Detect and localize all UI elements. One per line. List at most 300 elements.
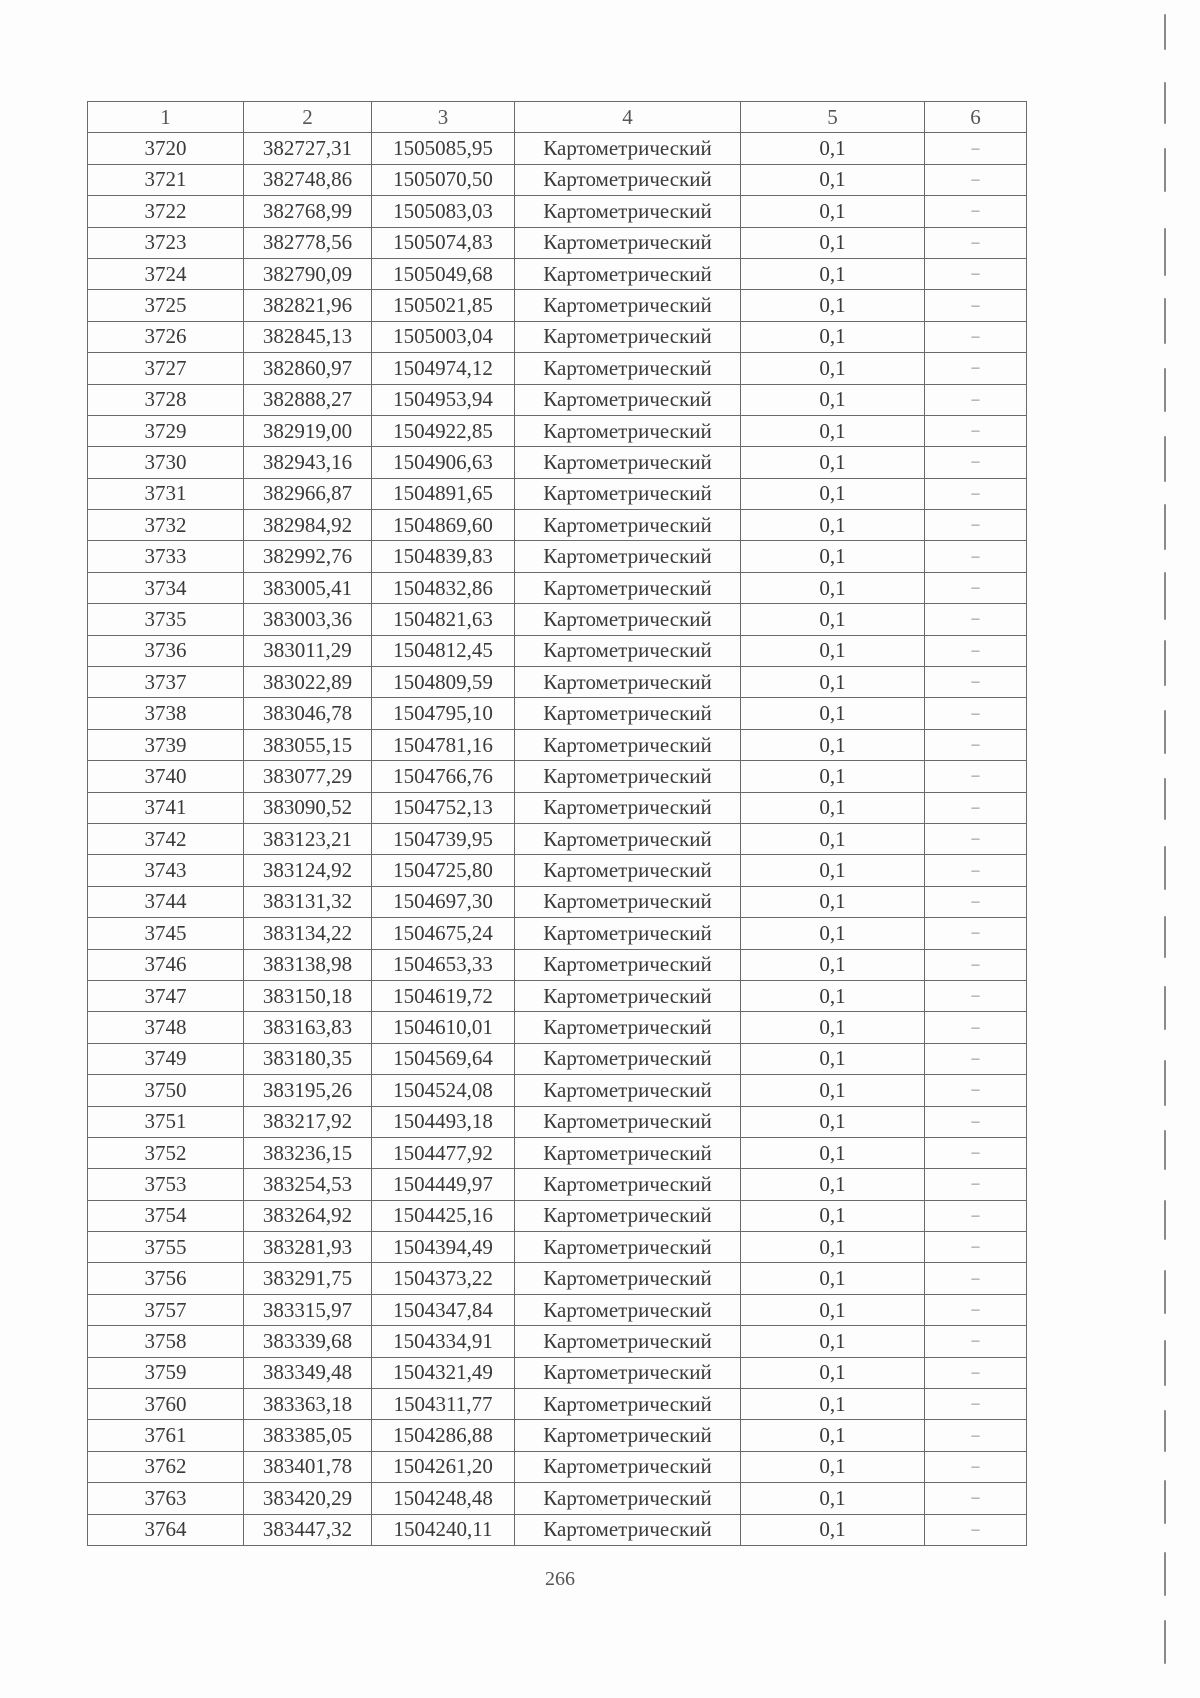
table-cell: 1505083,03 — [372, 196, 515, 227]
table-cell: – — [925, 510, 1027, 541]
table-cell: 0,1 — [741, 384, 925, 415]
table-cell: 1504610,01 — [372, 1012, 515, 1043]
table-cell: 0,1 — [741, 918, 925, 949]
table-cell: 383150,18 — [244, 980, 372, 1011]
scan-mark — [1164, 572, 1166, 620]
table-cell: – — [925, 886, 1027, 917]
table-cell: Картометрический — [515, 886, 741, 917]
table-row — [88, 1263, 1027, 1294]
scan-mark — [1164, 1340, 1166, 1386]
column-header: 4 — [515, 102, 741, 133]
table-cell: 3742 — [88, 823, 244, 854]
table-cell: 382821,96 — [244, 290, 372, 321]
table-cell: 383077,29 — [244, 761, 372, 792]
table-cell: 0,1 — [741, 1012, 925, 1043]
table-cell: – — [925, 1169, 1027, 1200]
table-cell: 383447,32 — [244, 1514, 372, 1545]
table-cell: Картометрический — [515, 1483, 741, 1514]
table-cell: 3747 — [88, 980, 244, 1011]
table-cell: 382778,56 — [244, 227, 372, 258]
table-cell: – — [925, 1326, 1027, 1357]
table-row — [88, 949, 1027, 980]
scan-mark — [1164, 82, 1166, 124]
scan-mark — [1164, 436, 1166, 482]
table-cell: – — [925, 667, 1027, 698]
table-cell: 383281,93 — [244, 1232, 372, 1263]
table-row — [88, 541, 1027, 572]
table-cell: 0,1 — [741, 729, 925, 760]
table-row — [88, 698, 1027, 729]
table-cell: 1505085,95 — [372, 133, 515, 164]
table-cell: 0,1 — [741, 478, 925, 509]
table-cell: – — [925, 1075, 1027, 1106]
table-cell: 0,1 — [741, 196, 925, 227]
table-cell: Картометрический — [515, 1389, 741, 1420]
table-cell: 382727,31 — [244, 133, 372, 164]
table-cell: 3730 — [88, 447, 244, 478]
table-cell: – — [925, 1106, 1027, 1137]
table-cell: 1504725,80 — [372, 855, 515, 886]
table-cell: 383003,36 — [244, 604, 372, 635]
table-cell: 383123,21 — [244, 823, 372, 854]
table-row — [88, 761, 1027, 792]
table-cell: 383401,78 — [244, 1451, 372, 1482]
table-cell: 1504697,30 — [372, 886, 515, 917]
table-cell: 3750 — [88, 1075, 244, 1106]
table-cell: 3739 — [88, 729, 244, 760]
table-cell: 383217,92 — [244, 1106, 372, 1137]
table-cell: Картометрический — [515, 510, 741, 541]
table-cell: 3763 — [88, 1483, 244, 1514]
table-cell: 3722 — [88, 196, 244, 227]
table-cell: 3723 — [88, 227, 244, 258]
table-row — [88, 1514, 1027, 1545]
table-header-row — [88, 102, 1027, 133]
table-cell: 383134,22 — [244, 918, 372, 949]
table-cell: 0,1 — [741, 1326, 925, 1357]
table-cell: 383005,41 — [244, 572, 372, 603]
table-cell: Картометрический — [515, 1263, 741, 1294]
table-cell: 3744 — [88, 886, 244, 917]
table-cell: 383138,98 — [244, 949, 372, 980]
table-cell: 383131,32 — [244, 886, 372, 917]
table-cell: Картометрический — [515, 1232, 741, 1263]
table-row — [88, 886, 1027, 917]
table-cell: Картометрический — [515, 572, 741, 603]
table-cell: Картометрический — [515, 1043, 741, 1074]
table-cell: – — [925, 1232, 1027, 1263]
table-cell: 0,1 — [741, 635, 925, 666]
table-cell: 1504832,86 — [372, 572, 515, 603]
column-header: 6 — [925, 102, 1027, 133]
table-cell: 383022,89 — [244, 667, 372, 698]
scan-mark — [1164, 986, 1166, 1030]
table-cell: 1504477,92 — [372, 1137, 515, 1168]
table-cell: 1504569,64 — [372, 1043, 515, 1074]
table-cell: 1504493,18 — [372, 1106, 515, 1137]
table-cell: Картометрический — [515, 1169, 741, 1200]
table-cell: 0,1 — [741, 949, 925, 980]
scan-mark — [1164, 778, 1166, 820]
table-row — [88, 447, 1027, 478]
table-cell: – — [925, 761, 1027, 792]
table-cell: 3736 — [88, 635, 244, 666]
table-cell: Картометрический — [515, 855, 741, 886]
table-row — [88, 855, 1027, 886]
table-cell: 0,1 — [741, 572, 925, 603]
table-row — [88, 510, 1027, 541]
table-cell: Картометрический — [515, 227, 741, 258]
table-row — [88, 164, 1027, 195]
table-cell: 0,1 — [741, 164, 925, 195]
table-row — [88, 321, 1027, 352]
table-cell: 1504812,45 — [372, 635, 515, 666]
table-cell: 383195,26 — [244, 1075, 372, 1106]
table-cell: 0,1 — [741, 258, 925, 289]
table-cell: 0,1 — [741, 1263, 925, 1294]
table-cell: 0,1 — [741, 761, 925, 792]
table-cell: 3753 — [88, 1169, 244, 1200]
scan-mark — [1164, 1060, 1166, 1106]
table-cell: Картометрический — [515, 1137, 741, 1168]
table-cell: 1504394,49 — [372, 1232, 515, 1263]
table-cell: 0,1 — [741, 604, 925, 635]
table-cell: – — [925, 258, 1027, 289]
table-cell: 1504619,72 — [372, 980, 515, 1011]
table-row — [88, 1451, 1027, 1482]
table-cell: 3760 — [88, 1389, 244, 1420]
table-cell: – — [925, 792, 1027, 823]
table-cell: 1504809,59 — [372, 667, 515, 698]
table-cell: – — [925, 133, 1027, 164]
table-cell: Картометрический — [515, 667, 741, 698]
table-cell: – — [925, 1263, 1027, 1294]
table-cell: 3751 — [88, 1106, 244, 1137]
table-cell: Картометрический — [515, 541, 741, 572]
table-cell: Картометрический — [515, 1200, 741, 1231]
table-cell: 383315,97 — [244, 1294, 372, 1325]
table-row — [88, 667, 1027, 698]
table-cell: 0,1 — [741, 415, 925, 446]
table-cell: 383339,68 — [244, 1326, 372, 1357]
table-cell: 0,1 — [741, 133, 925, 164]
table-cell: 0,1 — [741, 667, 925, 698]
table-cell: 3738 — [88, 698, 244, 729]
table-cell: – — [925, 1483, 1027, 1514]
scan-mark — [1164, 846, 1166, 890]
table-cell: Картометрический — [515, 290, 741, 321]
scan-mark — [1164, 1552, 1166, 1596]
page-number: 266 — [545, 1568, 575, 1590]
table-cell: 383236,15 — [244, 1137, 372, 1168]
table-row — [88, 1200, 1027, 1231]
table-cell: 3743 — [88, 855, 244, 886]
table-cell: 1505003,04 — [372, 321, 515, 352]
table-cell: – — [925, 1043, 1027, 1074]
table-cell: 0,1 — [741, 1200, 925, 1231]
table-cell: 3756 — [88, 1263, 244, 1294]
table-cell: 3721 — [88, 164, 244, 195]
table-cell: 1504839,83 — [372, 541, 515, 572]
table-cell: – — [925, 1137, 1027, 1168]
table-cell: 0,1 — [741, 1043, 925, 1074]
table-cell: 382943,16 — [244, 447, 372, 478]
table-cell: – — [925, 447, 1027, 478]
table-cell: – — [925, 1357, 1027, 1388]
table-cell: 3720 — [88, 133, 244, 164]
table-cell: 3758 — [88, 1326, 244, 1357]
table-row — [88, 384, 1027, 415]
table-cell: 3754 — [88, 1200, 244, 1231]
table-row — [88, 1043, 1027, 1074]
column-header: 1 — [88, 102, 244, 133]
table-cell: 0,1 — [741, 1169, 925, 1200]
table-row — [88, 729, 1027, 760]
table-cell: 383363,18 — [244, 1389, 372, 1420]
table-cell: – — [925, 1200, 1027, 1231]
table-cell: Картометрический — [515, 321, 741, 352]
table-cell: Картометрический — [515, 258, 741, 289]
table-cell: Картометрический — [515, 447, 741, 478]
table-cell: 3762 — [88, 1451, 244, 1482]
table-cell: 382992,76 — [244, 541, 372, 572]
table-cell: – — [925, 855, 1027, 886]
table-cell: 1504869,60 — [372, 510, 515, 541]
table-cell: Картометрический — [515, 604, 741, 635]
table-cell: Картометрический — [515, 1106, 741, 1137]
table-row — [88, 478, 1027, 509]
scan-mark — [1164, 148, 1166, 192]
table-cell: 0,1 — [741, 1106, 925, 1137]
table-cell: Картометрический — [515, 1451, 741, 1482]
table-cell: – — [925, 635, 1027, 666]
table-cell: 3733 — [88, 541, 244, 572]
table-cell: 3728 — [88, 384, 244, 415]
table-row — [88, 792, 1027, 823]
table-cell: 0,1 — [741, 1075, 925, 1106]
table-cell: – — [925, 290, 1027, 321]
table-row — [88, 353, 1027, 384]
table-cell: – — [925, 729, 1027, 760]
table-cell: 1504449,97 — [372, 1169, 515, 1200]
table-cell: 3757 — [88, 1294, 244, 1325]
table-cell: 383385,05 — [244, 1420, 372, 1451]
table-cell: Картометрический — [515, 1420, 741, 1451]
table-cell: – — [925, 415, 1027, 446]
table-cell: 0,1 — [741, 353, 925, 384]
table-row — [88, 258, 1027, 289]
scan-edge-marks — [1160, 0, 1180, 1698]
table-cell: 1504766,76 — [372, 761, 515, 792]
table-cell: – — [925, 1294, 1027, 1325]
table-cell: 3724 — [88, 258, 244, 289]
table-cell: – — [925, 1012, 1027, 1043]
table-cell: 0,1 — [741, 823, 925, 854]
scan-mark — [1164, 14, 1166, 50]
table-row — [88, 823, 1027, 854]
table-cell: – — [925, 541, 1027, 572]
table-cell: 1504240,11 — [372, 1514, 515, 1545]
table-row — [88, 572, 1027, 603]
table-cell: 1505070,50 — [372, 164, 515, 195]
table-cell: 3729 — [88, 415, 244, 446]
scan-mark — [1164, 298, 1166, 344]
table-row — [88, 1326, 1027, 1357]
table-cell: 1504781,16 — [372, 729, 515, 760]
table-cell: 3725 — [88, 290, 244, 321]
table-cell: Картометрический — [515, 823, 741, 854]
table-cell: – — [925, 384, 1027, 415]
table-cell: 383180,35 — [244, 1043, 372, 1074]
table-cell: – — [925, 1451, 1027, 1482]
table-cell: 3755 — [88, 1232, 244, 1263]
table-cell: 0,1 — [741, 792, 925, 823]
table-cell: 3748 — [88, 1012, 244, 1043]
table-cell: – — [925, 572, 1027, 603]
table-cell: 0,1 — [741, 1137, 925, 1168]
table-cell: 0,1 — [741, 1514, 925, 1545]
table-cell: 3735 — [88, 604, 244, 635]
table-cell: 382768,99 — [244, 196, 372, 227]
table-cell: 383124,92 — [244, 855, 372, 886]
scan-mark — [1164, 1270, 1166, 1314]
scan-mark — [1164, 1620, 1166, 1664]
table-cell: 0,1 — [741, 1389, 925, 1420]
table-row — [88, 1294, 1027, 1325]
table-row — [88, 415, 1027, 446]
table-row — [88, 290, 1027, 321]
table-cell: 0,1 — [741, 698, 925, 729]
table-cell: – — [925, 1420, 1027, 1451]
table-cell: 382748,86 — [244, 164, 372, 195]
table-cell: 1504347,84 — [372, 1294, 515, 1325]
column-header: 5 — [741, 102, 925, 133]
table-row — [88, 1012, 1027, 1043]
table-cell: – — [925, 823, 1027, 854]
table-cell: 3761 — [88, 1420, 244, 1451]
table-cell: 383264,92 — [244, 1200, 372, 1231]
table-cell: 3759 — [88, 1357, 244, 1388]
table-row — [88, 227, 1027, 258]
table-cell: 0,1 — [741, 886, 925, 917]
table-cell: Картометрический — [515, 1514, 741, 1545]
table-row — [88, 1169, 1027, 1200]
table-cell: 1504261,20 — [372, 1451, 515, 1482]
table-cell: 1504795,10 — [372, 698, 515, 729]
table-cell: 3746 — [88, 949, 244, 980]
table-cell: Картометрический — [515, 729, 741, 760]
table-cell: – — [925, 478, 1027, 509]
table-row — [88, 1232, 1027, 1263]
table-cell: 3734 — [88, 572, 244, 603]
table-cell: Картометрический — [515, 1075, 741, 1106]
table-cell: 3741 — [88, 792, 244, 823]
table-cell: 1505049,68 — [372, 258, 515, 289]
scan-mark — [1164, 1130, 1166, 1170]
table-cell: Картометрический — [515, 478, 741, 509]
table-cell: 0,1 — [741, 510, 925, 541]
scan-mark — [1164, 916, 1166, 958]
table-cell: 1504752,13 — [372, 792, 515, 823]
table-cell: 1504653,33 — [372, 949, 515, 980]
table-cell: 383420,29 — [244, 1483, 372, 1514]
table-cell: 1504248,48 — [372, 1483, 515, 1514]
table-cell: 382845,13 — [244, 321, 372, 352]
coordinates-table — [87, 101, 1027, 1546]
table-cell: 3732 — [88, 510, 244, 541]
table-cell: – — [925, 321, 1027, 352]
table-cell: 0,1 — [741, 1451, 925, 1482]
table-cell: 1504891,65 — [372, 478, 515, 509]
table-cell: 0,1 — [741, 855, 925, 886]
table-cell: Картометрический — [515, 761, 741, 792]
table-cell: Картометрический — [515, 353, 741, 384]
table-cell: – — [925, 164, 1027, 195]
column-header: 3 — [372, 102, 515, 133]
table-cell: 1504334,91 — [372, 1326, 515, 1357]
table-cell: Картометрический — [515, 133, 741, 164]
table-cell: 3752 — [88, 1137, 244, 1168]
table-cell: – — [925, 980, 1027, 1011]
table-cell: 382966,87 — [244, 478, 372, 509]
table-cell: 0,1 — [741, 980, 925, 1011]
table-cell: 0,1 — [741, 1357, 925, 1388]
table-cell: 3740 — [88, 761, 244, 792]
column-header: 2 — [244, 102, 372, 133]
table-cell: Картометрический — [515, 1326, 741, 1357]
table-cell: 1504922,85 — [372, 415, 515, 446]
table-cell: 1505021,85 — [372, 290, 515, 321]
table-cell: 1504321,49 — [372, 1357, 515, 1388]
table-cell: 1504953,94 — [372, 384, 515, 415]
table-cell: – — [925, 227, 1027, 258]
table-cell: 383254,53 — [244, 1169, 372, 1200]
table-cell: – — [925, 1514, 1027, 1545]
table-cell: Картометрический — [515, 1294, 741, 1325]
table-cell: 3737 — [88, 667, 244, 698]
table-cell: 382888,27 — [244, 384, 372, 415]
table-cell: 382790,09 — [244, 258, 372, 289]
table-cell: 383291,75 — [244, 1263, 372, 1294]
table-row — [88, 1075, 1027, 1106]
table-cell: Картометрический — [515, 1012, 741, 1043]
table-cell: Картометрический — [515, 792, 741, 823]
table-cell: – — [925, 353, 1027, 384]
table-cell: 0,1 — [741, 1232, 925, 1263]
table-cell: 3749 — [88, 1043, 244, 1074]
scan-mark — [1164, 228, 1166, 276]
table-cell: 1504821,63 — [372, 604, 515, 635]
table-cell: Картометрический — [515, 196, 741, 227]
table-cell: 383090,52 — [244, 792, 372, 823]
table-cell: 1505074,83 — [372, 227, 515, 258]
table-cell: Картометрический — [515, 415, 741, 446]
table-row — [88, 1420, 1027, 1451]
table-row — [88, 1137, 1027, 1168]
table-cell: 1504524,08 — [372, 1075, 515, 1106]
table-row — [88, 133, 1027, 164]
table-cell: 3764 — [88, 1514, 244, 1545]
table-cell: Картометрический — [515, 980, 741, 1011]
table-cell: 0,1 — [741, 1294, 925, 1325]
table-cell: 383046,78 — [244, 698, 372, 729]
table-row — [88, 918, 1027, 949]
table-cell: 0,1 — [741, 227, 925, 258]
table-cell: – — [925, 918, 1027, 949]
scan-mark — [1164, 368, 1166, 412]
table-cell: 0,1 — [741, 541, 925, 572]
scan-mark — [1164, 710, 1166, 754]
